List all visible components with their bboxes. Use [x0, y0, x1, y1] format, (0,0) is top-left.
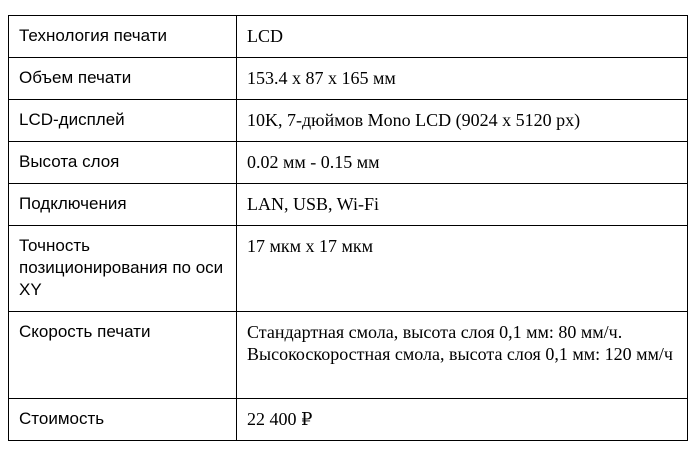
- spec-label: Стоимость: [9, 399, 237, 441]
- specs-table: [8, 15, 688, 441]
- spec-value: Стандартная смола, высота слоя 0,1 мм: 80 мм/ч. Высокоскоростная смола, высота слоя 0,1 мм: 120 мм/ч: [237, 312, 688, 399]
- spec-label: Точность позиционирования по оси XY: [9, 226, 237, 312]
- spec-value: 153.4 x 87 x 165 мм: [237, 58, 688, 100]
- spec-value: LAN, USB, Wi-Fi: [237, 184, 688, 226]
- table-row: [9, 184, 688, 226]
- spec-label: Скорость печати: [9, 312, 237, 399]
- table-row: [9, 100, 688, 142]
- spec-value: 10K, 7-дюймов Mono LCD (9024 x 5120 px): [237, 100, 688, 142]
- table-row: [9, 16, 688, 58]
- spec-value: 0.02 мм - 0.15 мм: [237, 142, 688, 184]
- spec-value: LCD: [237, 16, 688, 58]
- table-row: [9, 399, 688, 441]
- spec-value: 22 400 ₽: [237, 399, 688, 441]
- table-row: [9, 142, 688, 184]
- table-row: [9, 312, 688, 399]
- spec-label: Объем печати: [9, 58, 237, 100]
- spec-value: 17 мкм x 17 мкм: [237, 226, 688, 312]
- spec-label: Высота слоя: [9, 142, 237, 184]
- spec-label: Технология печати: [9, 16, 237, 58]
- table-row: [9, 226, 688, 312]
- spec-label: Подключения: [9, 184, 237, 226]
- table-row: [9, 58, 688, 100]
- spec-label: LCD-дисплей: [9, 100, 237, 142]
